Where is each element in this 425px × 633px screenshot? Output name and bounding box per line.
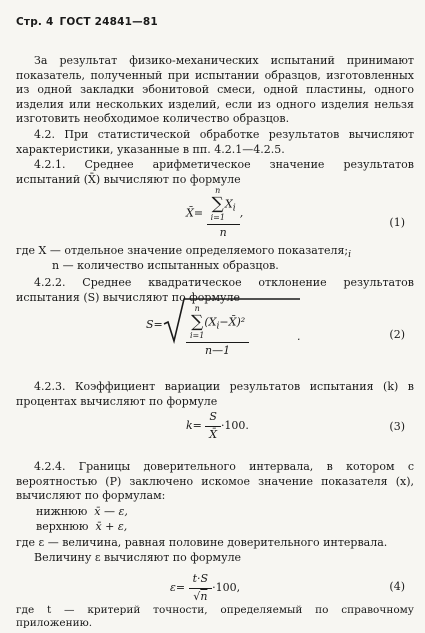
paragraph-result-definition: За результат физико-механических испытаний принимают показатель, полученный при испытании образцов, изготовленных из одной закладки эбонитовой смеси, одной пластины, одного изделия или нескольких изделий, если из одного изделия нельзя изготовить необходимое количество образцов. [16, 54, 414, 126]
formula-2-tail: . [297, 330, 301, 343]
paragraph-4-2: 4.2. При статистической обработке результатов вычисляют характеристики, указанные в пп. 4.2.1—4.2.5. [16, 128, 414, 156]
bound-upper: верхнюю x̄ + ε, [36, 520, 128, 533]
epsilon-intro: Величину ε вычисляют по формуле [34, 551, 242, 564]
paragraph-4-2-4: 4.2.4. Границы доверительного интервала, в котором с вероятностью (P) заключено искомое значение показателя (x), вычисляют по формулам: [16, 460, 414, 503]
formula-3: k= $\frac{S}{X̄}$ ·100. [186, 410, 249, 441]
formula-1-fraction: n ∑ i=1 $X_i$ n [207, 186, 240, 241]
bound-lower: нижнюю x̄ — ε, [36, 505, 128, 518]
paragraph-4-2-3: 4.2.3. Коэффициент вариации результатов испытания (k) в процентах вычисляют по формуле [16, 380, 414, 408]
formula-2-lhs: S= [146, 318, 163, 331]
sqrt-denominator: √n [189, 588, 212, 605]
formula-2-number: (2) [389, 328, 405, 341]
where-epsilon: где ε — величина, равная половине доверительного интервала. [16, 536, 388, 549]
page-header [16, 15, 158, 30]
page-number: Стр. 4 [16, 16, 54, 28]
formula-2-fraction: n ∑ i=1 $(X_i-X̄)^2$ n—1 [186, 304, 249, 359]
formula-1-number: (1) [389, 216, 405, 229]
formula-4: ε= $\frac{t\cdot S}{√n}$ ·100, [170, 572, 241, 603]
where-n: n — количество испытанных образцов. [52, 259, 279, 272]
paragraph-4-2-1: 4.2.1. Среднее арифметическое значение результатов испытаний (X̄) вычисляют по формуле [16, 158, 414, 186]
gost-code: ГОСТ 24841—81 [59, 16, 158, 28]
formula-1: X̄= n ∑ i=1 $X_i$ n , [186, 186, 244, 239]
formula-1-lhs: X̄= [186, 206, 204, 220]
paragraph-4-2-2: 4.2.2. Среднее квадратическое отклонение результатов испытания (S) вычисляют по формуле [16, 276, 414, 304]
sum-sign: n ∑ i=1 [210, 186, 225, 222]
formula-4-number: (4) [389, 580, 405, 593]
where-t: где t — критерий точности, определяемый по справочному приложению. [16, 604, 414, 629]
formula-3-number: (3) [389, 420, 405, 433]
where-xi: где X — отдельное значение определяемого $показателя;_i$ [16, 244, 352, 261]
sum-sign: n ∑ i=1 [190, 304, 205, 340]
